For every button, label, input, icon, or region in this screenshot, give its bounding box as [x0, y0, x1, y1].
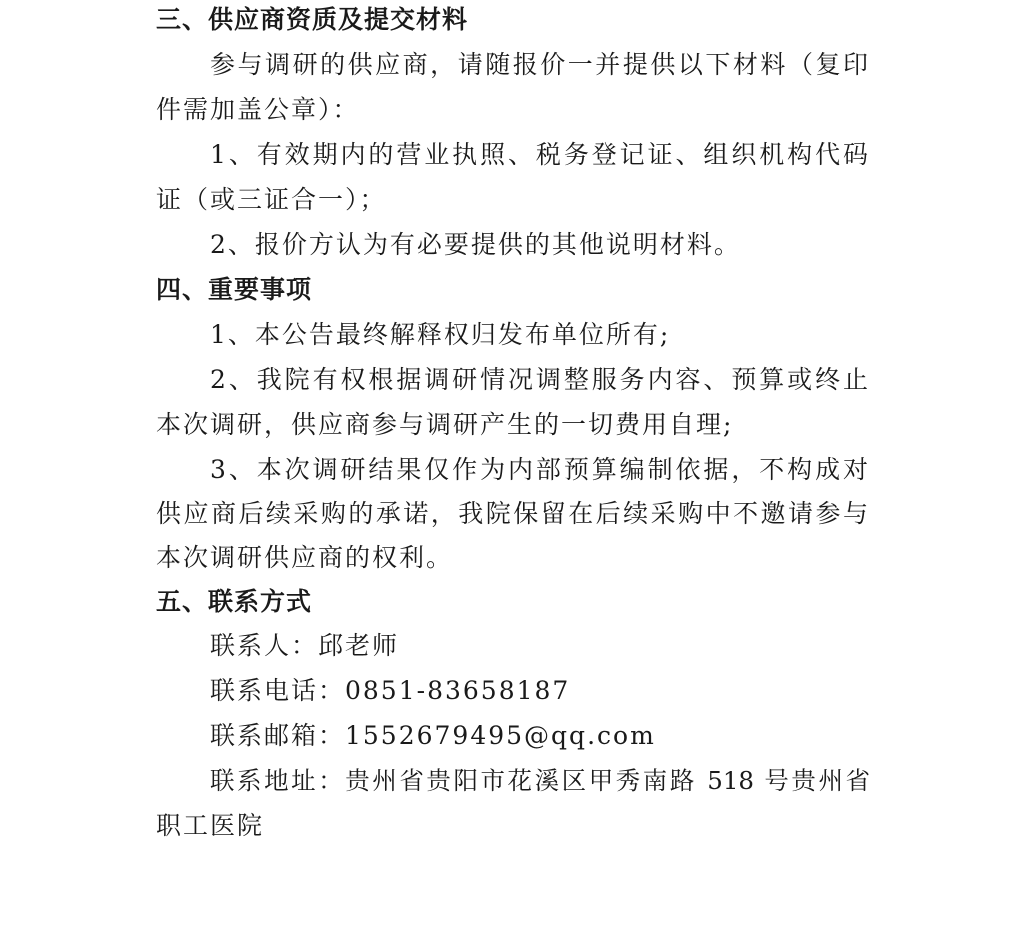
- section-4-item-3-line-1: 3、本次调研结果仅作为内部预算编制依据，不构成对: [210, 455, 870, 484]
- section-3-item-1-line-1: 1、有效期内的营业执照、税务登记证、组织机构代码: [210, 140, 870, 169]
- contact-person: 联系人：邱老师: [210, 631, 400, 660]
- section-3-intro-line-2: 件需加盖公章）：: [156, 95, 360, 124]
- section-3-item-2: 2、报价方认为有必要提供的其他说明材料。: [210, 230, 741, 259]
- section-4-item-1: 1、本公告最终解释权归发布单位所有;: [210, 320, 671, 349]
- contact-phone: 联系电话：0851-83658187: [210, 676, 571, 705]
- contact-address-line-1: 联系地址：贵州省贵阳市花溪区甲秀南路 518 号贵州省: [210, 766, 870, 795]
- section-3-intro-line-1: 参与调研的供应商，请随报价一并提供以下材料（复印: [210, 50, 870, 79]
- section-5-heading: 五、联系方式: [156, 587, 313, 616]
- section-4-item-3-line-2: 供应商后续采购的承诺，我院保留在后续采购中不邀请参与: [156, 499, 870, 528]
- section-4-item-2-line-1: 2、我院有权根据调研情况调整服务内容、预算或终止: [210, 365, 870, 394]
- section-3-item-1-line-2: 证（或三证合一）；: [156, 185, 387, 214]
- contact-email: 联系邮箱：1552679495@qq.com: [210, 721, 656, 750]
- contact-address-line-2: 职工医院: [156, 811, 265, 840]
- section-4-item-2-line-2: 本次调研，供应商参与调研产生的一切费用自理;: [156, 410, 734, 439]
- section-3-heading: 三、供应商资质及提交材料: [156, 5, 469, 34]
- section-4-heading: 四、重要事项: [156, 275, 313, 304]
- section-4-item-3-line-3: 本次调研供应商的权利。: [156, 543, 454, 572]
